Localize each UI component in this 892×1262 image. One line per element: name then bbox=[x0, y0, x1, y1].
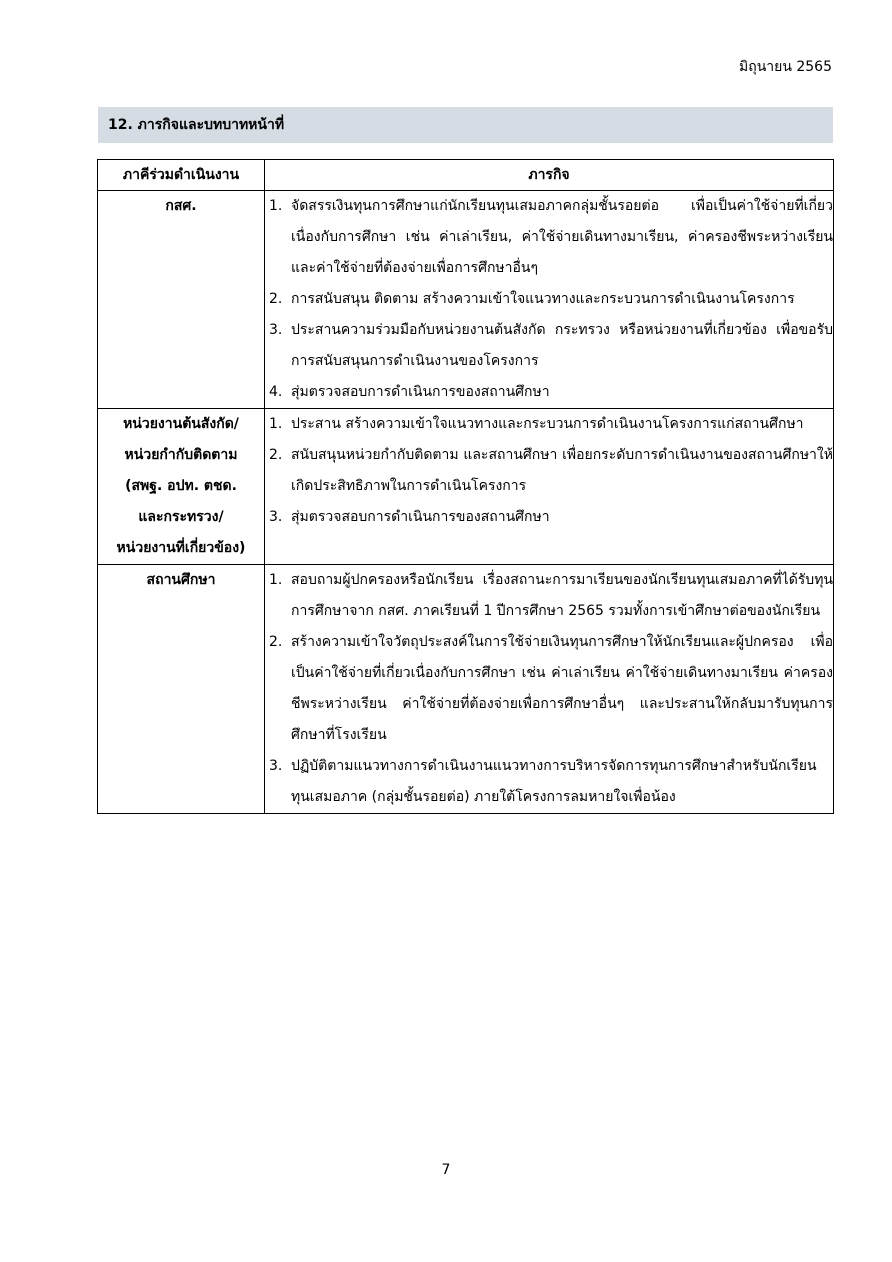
task-list bbox=[265, 409, 833, 533]
section-heading bbox=[98, 107, 833, 143]
list-item bbox=[265, 409, 833, 440]
item-text: สุ่มตรวจสอบการดำเนินการของสถานศึกษา bbox=[291, 384, 550, 400]
task-list bbox=[265, 565, 833, 813]
item-text: จัดสรรเงินทุนการศึกษาแก่นักเรียนทุนเสมอภาคกลุ่มชั้นรอยต่อ เพื่อเป็นค่าใช้จ่ายที่เกี่ยวเนื่องกับการศึกษา เช่น ค่าเล่าเรียน, ค่าใช้จ่ายเดินทางมาเรียน, ค่าครองชีพระหว่างเรียน และค่าใช้จ่ายที่ต้องจ่ายเพื่อการศึกษาอื่นๆ bbox=[291, 198, 833, 276]
list-item bbox=[265, 191, 833, 284]
table-header-row bbox=[98, 160, 834, 191]
item-number: 1. bbox=[269, 416, 283, 432]
tasks-cell bbox=[265, 191, 834, 409]
item-number: 2. bbox=[269, 634, 283, 650]
table-row bbox=[98, 409, 834, 565]
table-row bbox=[98, 191, 834, 409]
section-title: 12. ภารกิจและบทบาทหน้าที่ bbox=[108, 117, 285, 133]
list-item bbox=[265, 565, 833, 627]
party-name-line: หน่วยงานที่เกี่ยวข้อง) bbox=[116, 540, 246, 556]
mission-table bbox=[97, 159, 834, 814]
item-number: 4. bbox=[269, 384, 283, 400]
list-item bbox=[265, 284, 833, 315]
item-number: 3. bbox=[269, 322, 283, 338]
list-item bbox=[265, 502, 833, 533]
item-number: 2. bbox=[269, 447, 283, 463]
party-name-line: สถานศึกษา bbox=[146, 572, 216, 588]
item-text: สร้างความเข้าใจวัตถุประสงค์ในการใช้จ่ายเงินทุนการศึกษาให้นักเรียนและผู้ปกครอง เพื่อเป็นค่าใช้จ่ายที่เกี่ยวเนื่องกับการศึกษา เช่น ค่าเล่าเรียน ค่าใช้จ่ายเดินทางมาเรียน ค่าครองชีพระหว่างเรียน ค่าใช้จ่ายที่ต้องจ่ายเพื่อการศึกษาอื่นๆ และประสานให้กลับมารับทุนการศึกษาที่โรงเรียน bbox=[291, 634, 833, 743]
party-name-line: (สพฐ. อปท. ตชด. bbox=[125, 478, 237, 494]
item-number: 3. bbox=[269, 758, 283, 774]
table-row bbox=[98, 565, 834, 814]
list-item bbox=[265, 627, 833, 751]
party-cell bbox=[98, 409, 265, 565]
list-item bbox=[265, 315, 833, 377]
list-item bbox=[265, 440, 833, 502]
tasks-cell bbox=[265, 565, 834, 814]
item-text: ประสาน สร้างความเข้าใจแนวทางและกระบวนการดำเนินงานโครงการแก่สถานศึกษา bbox=[291, 416, 804, 432]
party-name-line: และกระทรวง/ bbox=[138, 509, 224, 525]
party-name-line: กสศ. bbox=[165, 198, 197, 214]
item-number: 3. bbox=[269, 509, 283, 525]
item-text: ปฏิบัติตามแนวทางการดำเนินงานแนวทางการบริหารจัดการทุนการศึกษาสำหรับนักเรียนทุนเสมอภาค (กลุ่มชั้นรอยต่อ) ภายใต้โครงการลมหายใจเพื่อน้อง bbox=[291, 758, 817, 805]
list-item bbox=[265, 751, 833, 813]
item-number: 2. bbox=[269, 291, 283, 307]
party-cell bbox=[98, 191, 265, 409]
item-text: สนับสนุนหน่วยกำกับติดตาม และสถานศึกษา เพื่อยกระดับการดำเนินงานของสถานศึกษาให้เกิดประสิทธิภาพในการดำเนินโครงการ bbox=[291, 447, 833, 494]
party-name-line: หน่วยงานต้นสังกัด/ bbox=[123, 416, 239, 432]
item-text: สอบถามผู้ปกครองหรือนักเรียน เรื่องสถานะการมาเรียนของนักเรียนทุนเสมอภาคที่ได้รับทุนการศึกษาจาก กสศ. ภาคเรียนที่ 1 ปีการศึกษา 2565 รวมทั้งการเข้าศึกษาต่อของนักเรียน bbox=[291, 572, 833, 619]
header-party: ภาคีร่วมดำเนินงาน bbox=[98, 160, 265, 191]
task-list bbox=[265, 191, 833, 408]
list-item bbox=[265, 377, 833, 408]
item-text: ประสานความร่วมมือกับหน่วยงานต้นสังกัด กระทรวง หรือหน่วยงานที่เกี่ยวข้อง เพื่อขอรับการสนับสนุนการดำเนินงานของโครงการ bbox=[291, 322, 833, 369]
item-text: สุ่มตรวจสอบการดำเนินการของสถานศึกษา bbox=[291, 509, 550, 525]
header-mission: ภารกิจ bbox=[265, 160, 834, 191]
tasks-cell bbox=[265, 409, 834, 565]
page-number: 7 bbox=[441, 1162, 451, 1178]
item-number: 1. bbox=[269, 198, 283, 214]
item-number: 1. bbox=[269, 572, 283, 588]
party-name-line: หน่วยกำกับติดตาม bbox=[124, 447, 238, 463]
party-cell bbox=[98, 565, 265, 814]
item-text: การสนับสนุน ติดตาม สร้างความเข้าใจแนวทางและกระบวนการดำเนินงานโครงการ bbox=[291, 291, 795, 307]
header-date: มิถุนายน 2565 bbox=[739, 59, 832, 75]
